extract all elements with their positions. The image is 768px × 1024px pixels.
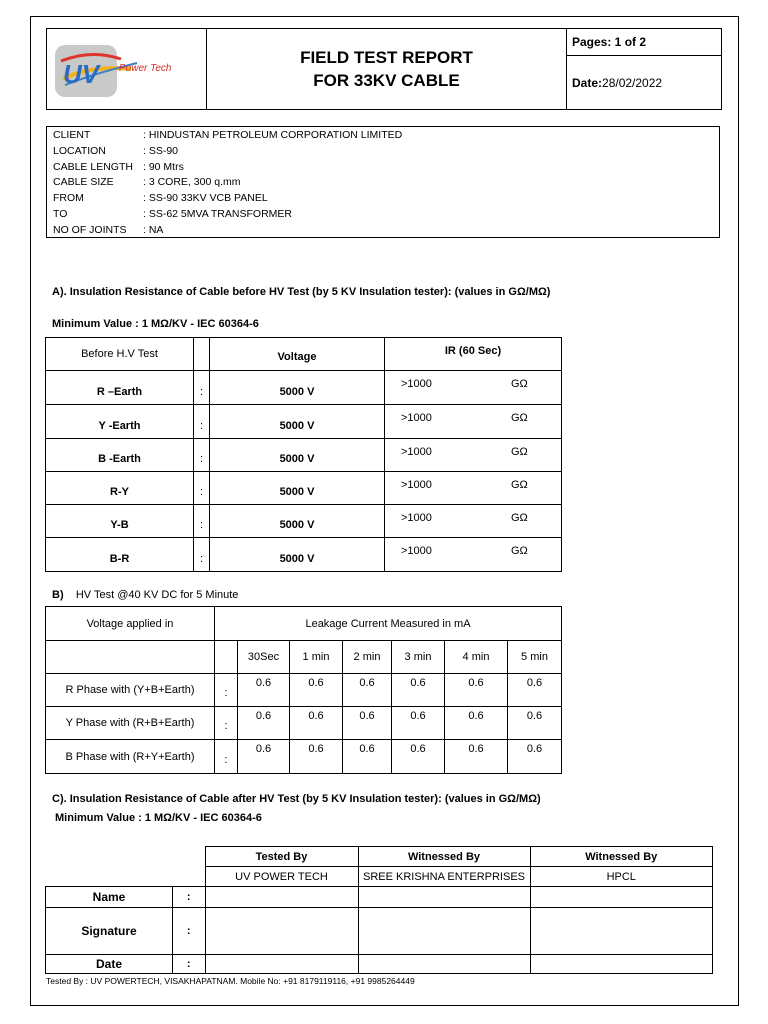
- table-row: [46, 472, 562, 505]
- table-row: [46, 405, 562, 439]
- time-header: 5 min: [508, 641, 562, 674]
- time-header: 4 min: [445, 641, 508, 674]
- leak-value: 0.6: [290, 740, 343, 774]
- name-field: [205, 887, 358, 908]
- logo-powertech-text: Power Tech: [119, 63, 172, 74]
- signature-field: [358, 908, 530, 955]
- row-voltage: 5000 V: [210, 538, 385, 572]
- section-b-marker: B): [52, 589, 64, 601]
- phase-name: R Phase with (Y+B+Earth): [46, 674, 215, 707]
- section-c-heading: C). Insulation Resistance of Cable after HV Test (by 5 KV Insulation tester): (values in GΩ/MΩ): [52, 793, 541, 805]
- leak-value: 0.6: [238, 707, 290, 740]
- leak-value: 0.6: [392, 707, 445, 740]
- empty-cell: [215, 641, 238, 674]
- row-voltage: 5000 V: [210, 371, 385, 405]
- date-cell: [567, 56, 722, 110]
- info-value: : 3 CORE, 300 q.mm: [143, 176, 241, 189]
- table-row: [46, 908, 713, 955]
- empty-cell: [173, 847, 206, 867]
- table-row: [46, 955, 713, 974]
- date-value: 28/02/2022: [602, 75, 663, 90]
- info-value: : HINDUSTAN PETROLEUM CORPORATION LIMITED: [143, 129, 403, 141]
- witnessed-by-header: Witnessed By: [530, 847, 713, 867]
- org-tester: UV POWER TECH: [205, 867, 358, 887]
- table-row: [46, 707, 562, 740]
- name-field: [530, 887, 713, 908]
- leak-value: 0.6: [445, 707, 508, 740]
- info-row: [53, 160, 719, 176]
- row-colon: :: [173, 908, 206, 955]
- empty-cell: [46, 847, 173, 867]
- date-field: [358, 955, 530, 974]
- date-label: Date:: [572, 75, 603, 90]
- leak-value: 0.6: [290, 674, 343, 707]
- ir-value: >1000: [401, 412, 432, 424]
- info-label: CABLE SIZE: [53, 176, 114, 189]
- leak-value: 0.6: [343, 707, 392, 740]
- name-label: Name: [46, 887, 173, 908]
- info-value: : 90 Mtrs: [143, 160, 184, 173]
- info-label: LOCATION: [53, 144, 106, 157]
- time-header: 2 min: [343, 641, 392, 674]
- info-value: : SS-62 5MVA TRANSFORMER: [143, 207, 292, 220]
- ir-unit: GΩ: [511, 412, 528, 424]
- empty-cell: [46, 641, 215, 674]
- row-colon: :: [173, 955, 206, 974]
- row-name: B -Earth: [46, 439, 194, 472]
- date-field: [530, 955, 713, 974]
- table-row: [46, 371, 562, 405]
- signoff-table: [45, 846, 713, 974]
- info-value: : SS-90: [143, 144, 179, 157]
- ir-before-table: [45, 337, 562, 572]
- info-row: [53, 175, 719, 191]
- row-colon: :: [194, 472, 210, 505]
- hv-test-table: [45, 606, 562, 774]
- section-a-minimum: Minimum Value : 1 MΩ/KV - IEC 60364-6: [52, 318, 259, 330]
- logo-uv-text: UV: [63, 59, 100, 89]
- row-name: B-R: [46, 538, 194, 572]
- row-ir: [385, 439, 562, 472]
- section-c-minimum: Minimum Value : 1 MΩ/KV - IEC 60364-6: [55, 812, 262, 824]
- time-header: 3 min: [392, 641, 445, 674]
- leak-value: 0.6: [290, 707, 343, 740]
- row-ir: [385, 505, 562, 538]
- row-ir: [385, 371, 562, 405]
- leak-value: 0.6: [508, 740, 562, 774]
- ir-unit: GΩ: [511, 446, 528, 458]
- org-witness: SREE KRISHNA ENTERPRISES: [358, 867, 530, 887]
- row-colon: :: [173, 887, 206, 908]
- row-colon: :: [194, 505, 210, 538]
- row-colon: :: [194, 538, 210, 572]
- ir-unit: GΩ: [511, 545, 528, 557]
- info-value: : SS-90 33KV VCB PANEL: [143, 192, 268, 205]
- cable-info-box: [46, 126, 720, 238]
- ir-unit: GΩ: [511, 479, 528, 491]
- row-voltage: 5000 V: [210, 505, 385, 538]
- ir-value: >1000: [401, 545, 432, 557]
- info-value: : NA: [143, 223, 164, 236]
- ir-value: >1000: [401, 378, 432, 390]
- table-row: [46, 439, 562, 472]
- signature-label: Signature: [46, 908, 173, 955]
- ir-unit: GΩ: [511, 512, 528, 524]
- empty-cell: [46, 867, 173, 887]
- date-field: [205, 955, 358, 974]
- table-row: [46, 538, 562, 572]
- report-title-line1: FIELD TEST REPORT: [300, 48, 473, 67]
- leak-value: 0.6: [343, 740, 392, 774]
- row-name: Y-B: [46, 505, 194, 538]
- row-ir: [385, 405, 562, 439]
- date-label: Date: [46, 955, 173, 974]
- row-ir: [385, 472, 562, 505]
- info-row: [53, 128, 719, 144]
- signature-field: [205, 908, 358, 955]
- info-label: CABLE LENGTH: [53, 160, 133, 173]
- phase-name: B Phase with (R+Y+Earth): [46, 740, 215, 774]
- info-label: FROM: [53, 192, 84, 205]
- row-ir: [385, 538, 562, 572]
- leak-value: 0.6: [445, 740, 508, 774]
- section-a-heading: A). Insulation Resistance of Cable before HV Test (by 5 KV Insulation tester): (values in GΩ/MΩ): [52, 286, 551, 298]
- leak-value: 0.6: [508, 674, 562, 707]
- col-voltage-applied: Voltage applied in: [46, 607, 215, 641]
- footer-text: Tested By : UV POWERTECH, VISAKHAPATNAM. Mobile No: +91 8179119116, +91 9985264449: [46, 976, 415, 986]
- info-row: [53, 207, 719, 223]
- row-colon: :: [194, 371, 210, 405]
- table-row: [46, 887, 713, 908]
- section-b-heading: [52, 589, 238, 601]
- leak-value: 0.6: [238, 674, 290, 707]
- col-before-hv: Before H.V Test: [46, 338, 194, 371]
- phase-name: Y Phase with (R+B+Earth): [46, 707, 215, 740]
- colon-cell-empty: [194, 338, 210, 371]
- row-voltage: 5000 V: [210, 472, 385, 505]
- empty-cell: [173, 867, 206, 887]
- table-row: [46, 674, 562, 707]
- ir-value: >1000: [401, 512, 432, 524]
- signature-field: [530, 908, 713, 955]
- row-colon: :: [215, 707, 238, 740]
- pages-label: Pages: 1 of 2: [567, 29, 722, 56]
- leak-value: 0.6: [508, 707, 562, 740]
- tested-by-header: Tested By: [205, 847, 358, 867]
- org-witness: HPCL: [530, 867, 713, 887]
- info-label: NO OF JOINTS: [53, 223, 127, 236]
- ir-value: >1000: [401, 446, 432, 458]
- name-field: [358, 887, 530, 908]
- table-row: [46, 505, 562, 538]
- row-colon: :: [215, 740, 238, 774]
- row-colon: :: [194, 405, 210, 439]
- col-ir: IR (60 Sec): [385, 338, 562, 371]
- ir-unit: GΩ: [511, 378, 528, 390]
- time-header: 30Sec: [238, 641, 290, 674]
- info-row: [53, 223, 719, 239]
- row-voltage: 5000 V: [210, 439, 385, 472]
- row-name: Y -Earth: [46, 405, 194, 439]
- report-header: [46, 28, 722, 110]
- leak-value: 0.6: [343, 674, 392, 707]
- leak-value: 0.6: [392, 674, 445, 707]
- row-name: R –Earth: [46, 371, 194, 405]
- table-row: [46, 740, 562, 774]
- report-title-line2: FOR 33KV CABLE: [313, 71, 460, 90]
- leak-value: 0.6: [238, 740, 290, 774]
- row-colon: :: [215, 674, 238, 707]
- ir-value: >1000: [401, 479, 432, 491]
- leak-value: 0.6: [392, 740, 445, 774]
- leak-value: 0.6: [445, 674, 508, 707]
- logo-cell: [47, 29, 207, 110]
- row-name: R-Y: [46, 472, 194, 505]
- witnessed-by-header: Witnessed By: [358, 847, 530, 867]
- row-colon: :: [194, 439, 210, 472]
- time-header: 1 min: [290, 641, 343, 674]
- info-label: CLIENT: [53, 129, 91, 141]
- col-leakage: Leakage Current Measured in mA: [215, 607, 562, 641]
- row-voltage: 5000 V: [210, 405, 385, 439]
- info-row: [53, 144, 719, 160]
- title-cell: [207, 29, 567, 110]
- col-voltage: Voltage: [210, 338, 385, 371]
- info-row: [53, 191, 719, 207]
- info-label: TO: [53, 207, 68, 220]
- company-logo: [51, 39, 191, 99]
- section-b-title: HV Test @40 KV DC for 5 Minute: [75, 589, 239, 601]
